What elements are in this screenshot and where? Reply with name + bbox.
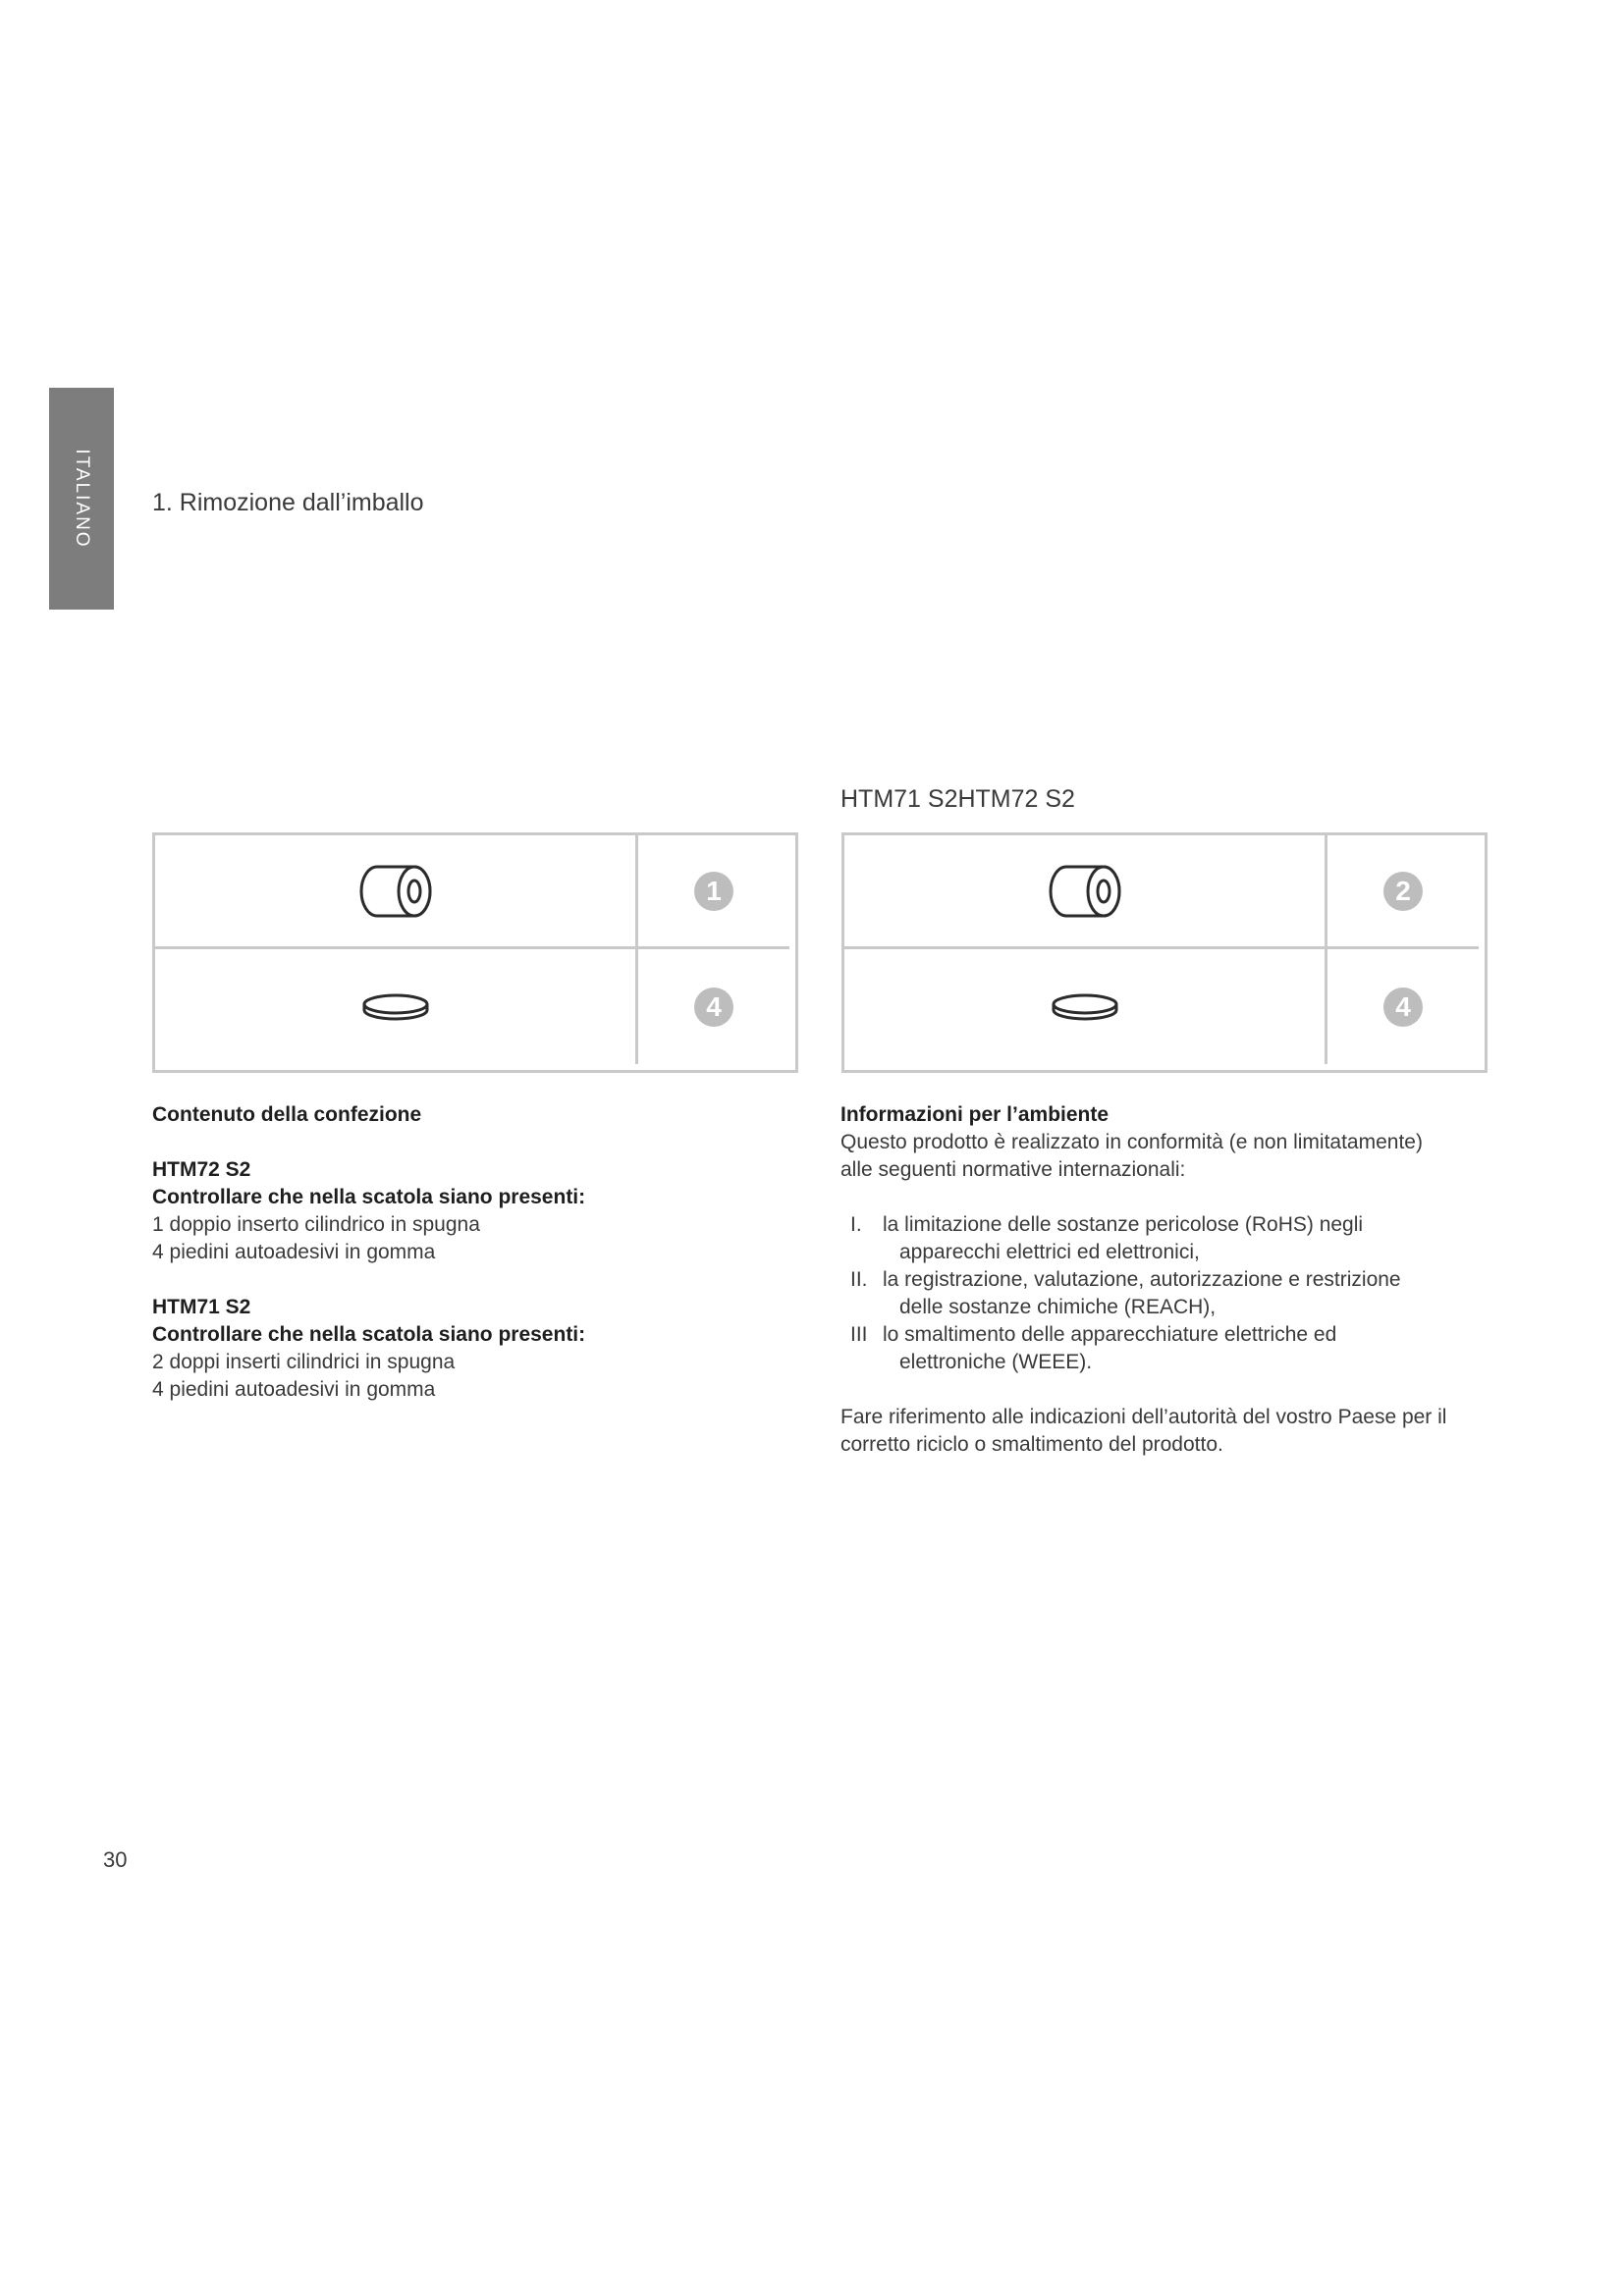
parts-cell-number xyxy=(1327,949,1479,1064)
parts-cell-foam-insert xyxy=(155,835,638,949)
number-badge: 1 xyxy=(694,872,733,911)
check-instruction: Controllare che nella scatola siano presenti: xyxy=(152,1186,586,1208)
environment-closing-line: Fare riferimento alle indicazioni dell’autorità del vostro Paese per il xyxy=(840,1406,1447,1428)
language-tab xyxy=(49,388,114,610)
parts-cell-number xyxy=(638,949,789,1064)
environment-info xyxy=(840,1101,1489,1459)
models-heading: HTM71 S2HTM72 S2 xyxy=(840,785,1075,813)
rubber-foot-icon xyxy=(1046,988,1124,1027)
regulation-marker: III xyxy=(850,1323,868,1346)
foam-insert-cylinder-icon xyxy=(1041,857,1129,926)
regulation-text: elettroniche (WEEE). xyxy=(899,1351,1093,1373)
regulation-marker: II. xyxy=(850,1268,868,1291)
parts-cell-rubber-foot xyxy=(844,949,1327,1064)
language-tab-label: ITALIANO xyxy=(72,449,92,549)
regulation-text: lo smaltimento delle apparecchiature elettriche ed xyxy=(883,1323,1337,1346)
package-title: Contenuto della confezione xyxy=(152,1103,422,1126)
list-item: 2 doppi inserti cilindrici in spugna xyxy=(152,1351,456,1373)
regulation-text: la registrazione, valutazione, autorizzazione e restrizione xyxy=(883,1268,1401,1291)
parts-cell-number xyxy=(1327,835,1479,949)
environment-closing-line: corretto riciclo o smaltimento del prodotto. xyxy=(840,1433,1223,1456)
list-item: 1 doppio inserto cilindrico in spugna xyxy=(152,1213,480,1236)
section-heading: 1. Rimozione dall’imballo xyxy=(152,489,424,516)
number-badge: 4 xyxy=(1383,988,1423,1027)
list-item: 4 piedini autoadesivi in gomma xyxy=(152,1378,436,1401)
regulation-text: la limitazione delle sostanze pericolose (RoHS) negli xyxy=(883,1213,1364,1236)
rubber-foot-icon xyxy=(356,988,435,1027)
regulation-item xyxy=(840,1266,1489,1321)
foam-insert-cylinder-icon xyxy=(352,857,440,926)
model-name: HTM71 S2 xyxy=(152,1296,251,1318)
regulation-text: delle sostanze chimiche (REACH), xyxy=(899,1296,1217,1318)
parts-cell-number xyxy=(638,835,789,949)
environment-intro-line: Questo prodotto è realizzato in conformità (e non limitatamente) xyxy=(840,1131,1423,1153)
parts-cell-foam-insert xyxy=(844,835,1327,949)
environment-title: Informazioni per l’ambiente xyxy=(840,1103,1110,1126)
list-item: 4 piedini autoadesivi in gomma xyxy=(152,1241,436,1263)
regulation-marker: I. xyxy=(850,1213,862,1236)
number-badge: 2 xyxy=(1383,872,1423,911)
number-badge: 4 xyxy=(694,988,733,1027)
regulation-item xyxy=(840,1211,1489,1266)
parts-table-right xyxy=(841,832,1488,1073)
regulation-text: apparecchi elettrici ed elettronici, xyxy=(899,1241,1200,1263)
page-number: 30 xyxy=(103,1847,128,1872)
environment-intro-line: alle seguenti normative internazionali: xyxy=(840,1158,1186,1181)
regulation-item xyxy=(840,1321,1489,1376)
parts-cell-rubber-foot xyxy=(155,949,638,1064)
package-contents xyxy=(152,1101,761,1404)
model-name: HTM72 S2 xyxy=(152,1158,251,1181)
parts-table-left xyxy=(152,832,798,1073)
check-instruction: Controllare che nella scatola siano presenti: xyxy=(152,1323,586,1346)
